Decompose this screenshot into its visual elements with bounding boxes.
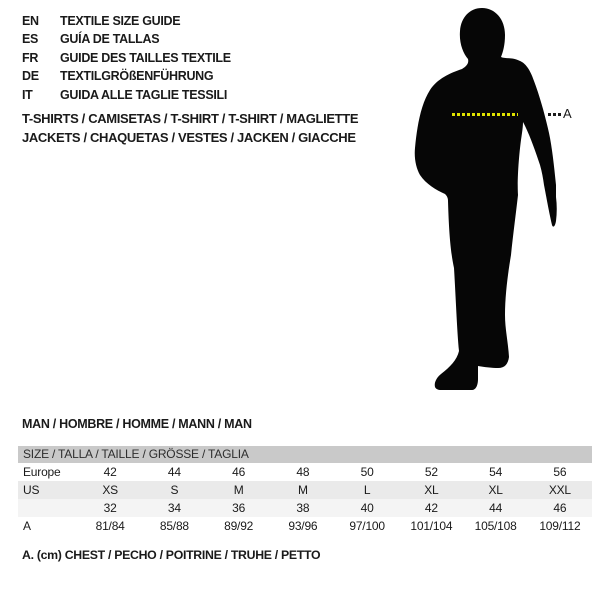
- row-label: US: [23, 483, 40, 497]
- measure-leader-dash-line: [548, 113, 562, 116]
- language-code: EN: [22, 14, 39, 28]
- table-cell: 46: [553, 501, 567, 515]
- table-cell: 40: [360, 501, 374, 515]
- table-cell: 81/84: [95, 519, 125, 533]
- language-label: TEXTILE SIZE GUIDE: [60, 14, 181, 28]
- language-row: [22, 30, 231, 48]
- language-row: [22, 12, 231, 30]
- table-cell: 32: [103, 501, 117, 515]
- category-line: T-SHIRTS / CAMISETAS / T-SHIRT / T-SHIRT / MAGLIETTE: [22, 111, 359, 126]
- table-row: [18, 481, 592, 499]
- table-cell: S: [170, 483, 179, 497]
- man-silhouette-icon: [413, 5, 573, 393]
- table-cell: 50: [360, 465, 374, 479]
- table-cell: 36: [232, 501, 246, 515]
- language-row: [22, 67, 231, 85]
- size-table-body: [18, 463, 592, 535]
- table-cell: XL: [424, 483, 439, 497]
- table-cell: L: [363, 483, 371, 497]
- table-cell: XS: [102, 483, 118, 497]
- table-cell: 93/96: [288, 519, 318, 533]
- table-cell: 34: [167, 501, 181, 515]
- table-cell: 44: [489, 501, 503, 515]
- language-code: ES: [22, 32, 39, 47]
- language-label: GUIDE DES TAILLES TEXTILE: [60, 50, 231, 65]
- table-cell: 101/104: [410, 519, 453, 533]
- language-code: IT: [22, 87, 33, 102]
- table-cell: 42: [103, 465, 117, 479]
- table-cell: M: [297, 483, 308, 497]
- size-table-header: SIZE / TALLA / TAILLE / GRÖSSE / TAGLIA: [18, 446, 592, 463]
- table-cell: 109/112: [539, 519, 581, 533]
- size-table: [18, 446, 592, 535]
- category-line: JACKETS / CHAQUETAS / VESTES / JACKEN / GIACCHE: [22, 130, 356, 145]
- language-code: FR: [22, 50, 39, 65]
- chest-measure-dash-line: [452, 113, 518, 116]
- table-cell: 89/92: [224, 519, 254, 533]
- table-cell: M: [233, 483, 244, 497]
- language-label: GUÍA DE TALLAS: [60, 32, 160, 47]
- language-row: [22, 49, 231, 67]
- measure-label-a: A: [563, 106, 572, 121]
- table-cell: XXL: [548, 483, 571, 497]
- table-row: [18, 499, 592, 517]
- table-cell: 38: [296, 501, 310, 515]
- table-row: [18, 463, 592, 481]
- table-cell: 44: [167, 465, 181, 479]
- table-cell: 85/88: [159, 519, 189, 533]
- table-cell: 56: [553, 465, 567, 479]
- table-cell: 48: [296, 465, 310, 479]
- table-cell: 52: [424, 465, 438, 479]
- table-cell: 42: [424, 501, 438, 515]
- table-cell: 105/108: [474, 519, 517, 533]
- language-label: GUIDA ALLE TAGLIE TESSILI: [60, 87, 228, 102]
- table-cell: 46: [232, 465, 246, 479]
- table-cell: 97/100: [349, 519, 385, 533]
- language-code: DE: [22, 69, 39, 84]
- language-list: [22, 12, 231, 104]
- table-cell: XL: [488, 483, 503, 497]
- language-label: TEXTILGRÖßENFÜHRUNG: [60, 69, 214, 84]
- category-list: [22, 109, 358, 147]
- row-label: [18, 499, 78, 517]
- row-label: Europe: [23, 465, 61, 479]
- table-cell: 54: [489, 465, 503, 479]
- table-title: MAN / HOMBRE / HOMME / MANN / MAN: [22, 417, 252, 431]
- row-label: A: [23, 519, 31, 533]
- measurement-footnote: A. (cm) CHEST / PECHO / POITRINE / TRUHE / PETTO: [22, 548, 321, 562]
- table-row: [18, 517, 592, 535]
- language-row: [22, 86, 231, 104]
